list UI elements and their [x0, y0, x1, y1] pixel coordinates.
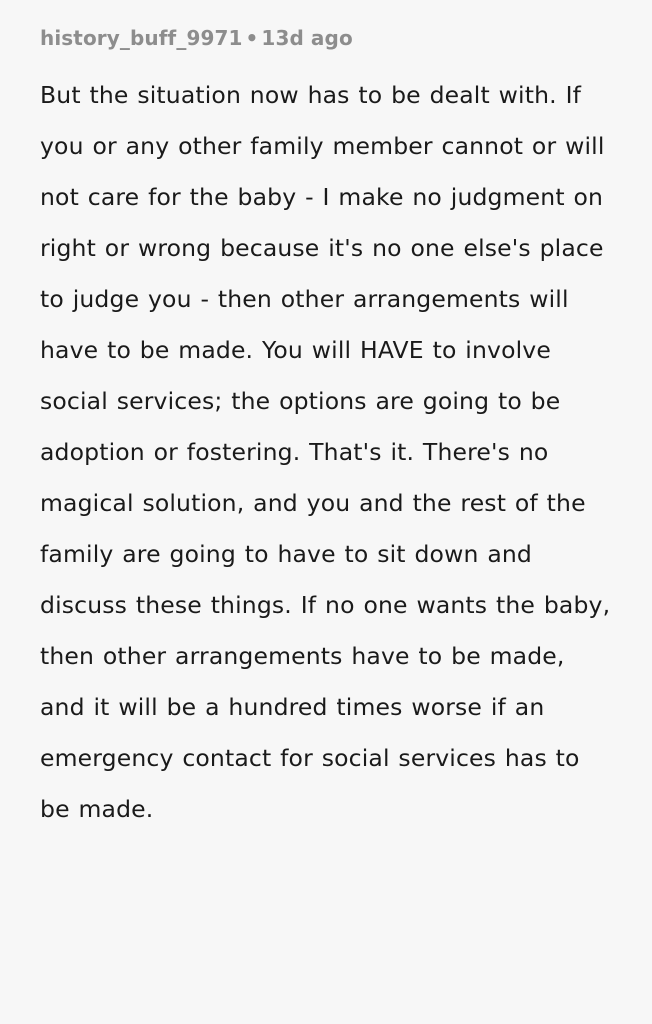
comment-body-text: But the situation now has to be dealt with. If you or any other family member cannot or will not care for the baby - I make no judgment on right or wrong because it's no one else's place to judge you - then other arrangements will have to be made. You will HAVE to involve social services; the options are going to be adoption or fostering. That's it. There's no magical solution, and you and the rest of the family are going to have to sit down and discuss these things. If no one wants the baby, then other arrangements have to be made, and it will be a hundred times worse if an emergency contact for social services has to be made. [40, 81, 611, 823]
comment-header [40, 26, 612, 50]
comment-meta-separator: • [245, 26, 259, 50]
comment-timestamp[interactable]: 13d ago [261, 26, 353, 50]
comment-author[interactable]: history_buff_9971 [40, 26, 243, 50]
